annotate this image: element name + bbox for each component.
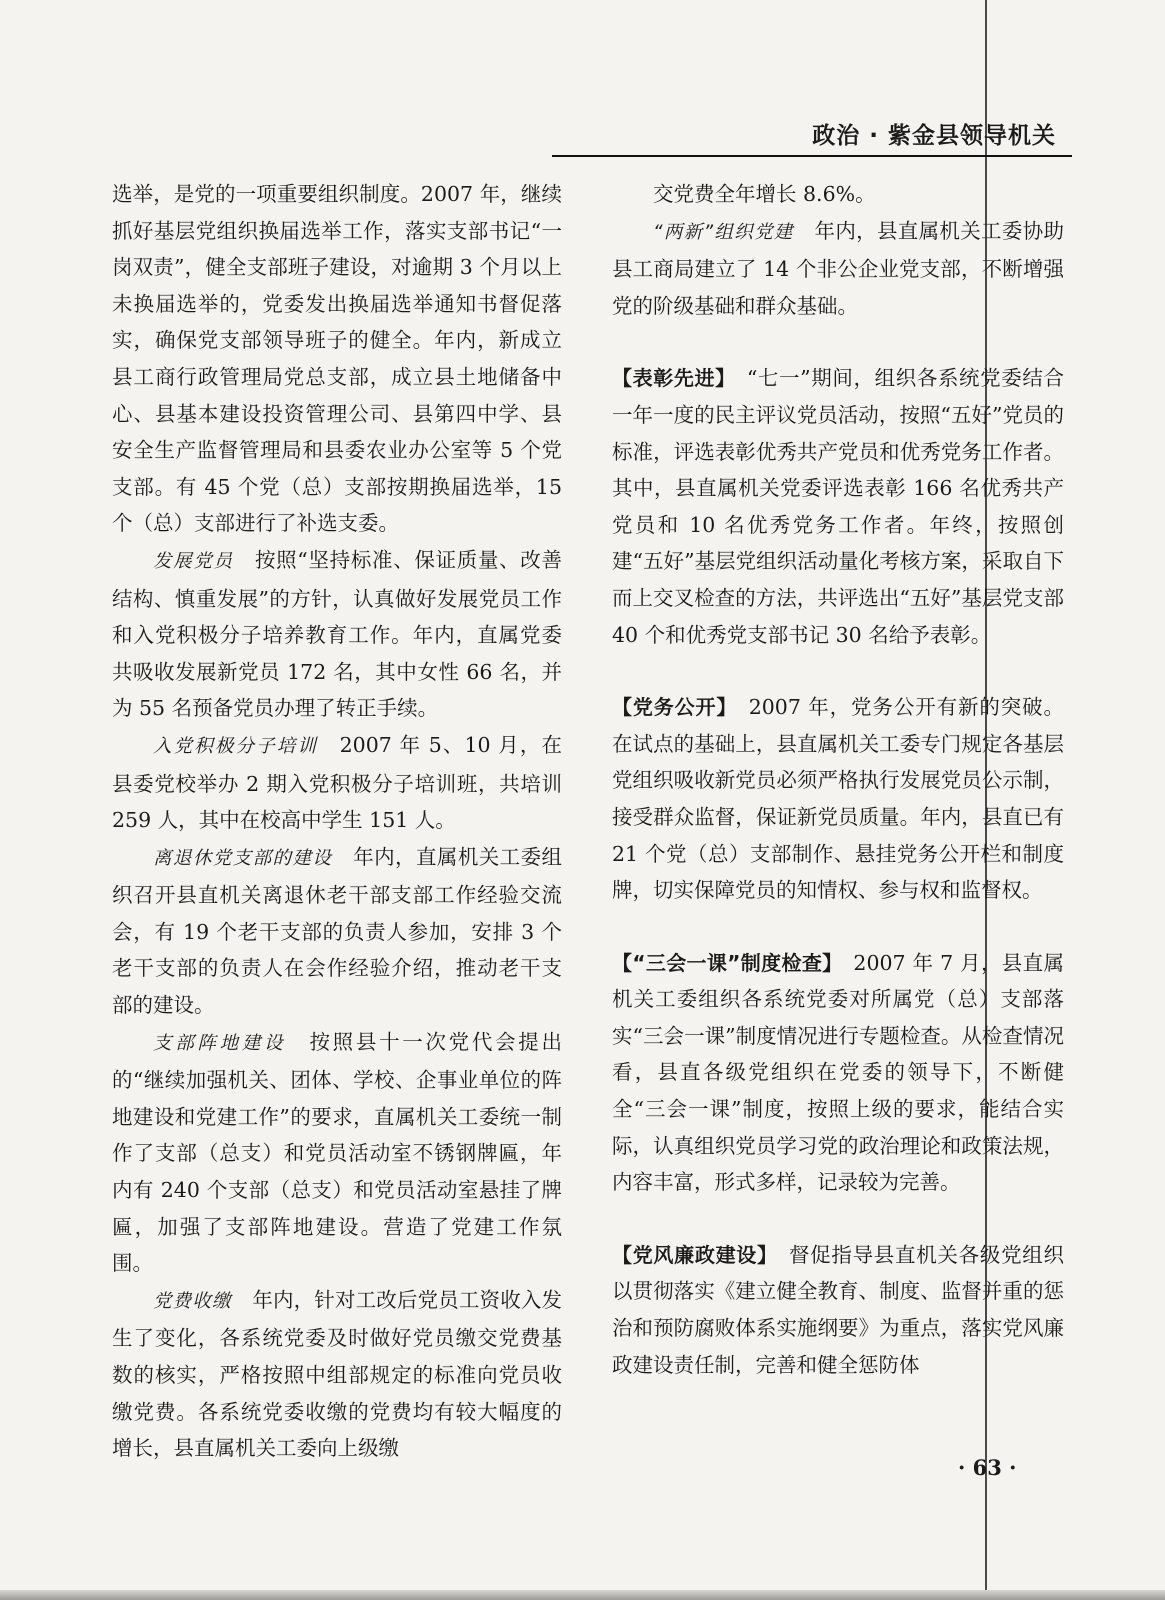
section <box>612 945 1064 1201</box>
section-title: 【“三会一课”制度检查】 <box>612 950 833 975</box>
paragraph <box>112 1024 562 1282</box>
header-title: 政治 · 紫金县领导机关 <box>812 123 1056 149</box>
section <box>612 1237 1064 1383</box>
paragraph-text: 年内，针对工改后党员工资收入发生了变化，各系统党委及时做好党员缴交党费基数的核实，严格按照中组部规定的标准向党员收缴党费。各系统党委收缴的党费均有较大幅度的增长，县直属机关工委向上级缴 <box>112 1287 563 1461</box>
section-text: 督促指导县直机关各级党组织以贯彻落实《建立健全教育、制度、监督并重的惩治和预防腐败体系实施纲要》为重点，落实党风廉政建设责任制，完善和健全惩防体 <box>612 1242 1065 1377</box>
paragraph-text: 年内，直属机关工委组织召开县直机关离退休老干部支部工作经验交流会，有 19 个老干支部的负责人参加，安排 3 个老干支部的负责人在会作经验介绍，推动老干支部的建设。 <box>112 844 563 1018</box>
subsection-title: 党费收缴 <box>153 1290 232 1312</box>
subsection-title: 支部阵地建设 <box>153 1032 287 1054</box>
paragraph: 交党费全年增长 8.6%。 <box>653 182 876 206</box>
subsection-title: 离退休党支部的建设 <box>153 847 333 869</box>
section <box>612 360 1064 653</box>
section-title: 【党风廉政建设】 <box>612 1242 768 1267</box>
section-text: 2007 年 7 月，县直属机关工委组织各系统党委对所属党（总）支部落实“三会一课”制度情况进行专题检查。从检查情况看，县直各级党组织在党委的领导下，不断健全“三会一课”制度，按照上级的要求，能结合实际，认真组织党员学习党的政治理论和政策法规，内容丰富，形式多样，记录较为完善。 <box>612 950 1065 1195</box>
subsection-title: “两新”组织党建 <box>653 221 794 243</box>
paragraph: 选举，是党的一项重要组织制度。2007 年，继续抓好基层党组织换届选举工作，落实支部书记“一岗双责”，健全支部班子建设，对逾期 3 个月以上未换届选举的，党委发出换届选举通知书督促落实，确保党支部领导班子的健全。年内，新成立县工商行政管理局党总支部，成立县土地储备中心、县基本建设投资管理公司、县第四中学、县安全生产监督管理局和县委农业办公室等 5 个党支部。有 45 个党（总）支部按期换届选举，15 个（总）支部进行了补选支委。 <box>112 182 562 536</box>
paragraph <box>612 213 1064 325</box>
right-column <box>612 176 1064 1383</box>
section-text: “七一”期间，组织各系统党委结合一年一度的民主评议党员活动，按照“五好”党员的标准，评选表彰优秀共产党员和优秀党务工作者。其中，县直属机关党委评选表彰 166 名优秀共产党员和 10 名优秀党务工作者。年终，按照创建“五好”基层党组织活动量化考核方案，采取自下而上交叉检查的方法，共评选出“五好”基层党支部 40 个和优秀党支部书记 30 名给予表彰。 <box>612 366 1065 647</box>
left-column <box>112 176 562 1467</box>
paragraph-text: 2007 年 5、10 月，在县委党校举办 2 期入党积极分子培训班，共培训 259 人，其中在校高中学生 151 人。 <box>112 732 562 833</box>
paragraph <box>112 727 562 839</box>
section-title: 【党务公开】 <box>612 695 728 720</box>
paragraph-text: 按照“坚持标准、保证质量、改善结构、慎重发展”的方针，认真做好发展党员工作和入党积极分子培养教育工作。年内，直属党委共吸收发展新党员 172 名，其中女性 66 名，并为 55 名预备党员办理了转正手续。 <box>112 547 562 721</box>
paragraph <box>112 1282 562 1467</box>
subsection-title: 发展党员 <box>153 550 234 572</box>
section <box>612 689 1064 909</box>
paragraph-text: 年内，县直属机关工委协助县工商局建立了 14 个非公企业党支部，不断增强党的阶级基础和群众基础。 <box>612 218 1065 318</box>
running-header <box>552 117 1072 157</box>
scan-edge <box>0 1590 1165 1600</box>
paragraph-text: 按照县十一次党代会提出的“继续加强机关、团体、学校、企事业单位的阵地建设和党建工作”的要求，直属机关工委统一制作了支部（总支）和党员活动室不锈钢牌匾，年内有 240 个支部（总支）和党员活动室悬挂了牌匾，加强了支部阵地建设。营造了党建工作氛围。 <box>112 1029 563 1276</box>
page-number: · 63 · <box>958 1455 1017 1480</box>
paragraph <box>112 839 562 1024</box>
subsection-title: 入党积极分子培训 <box>153 735 319 757</box>
paragraph <box>112 542 562 727</box>
header-rule <box>552 155 1072 157</box>
section-title: 【表彰先进】 <box>612 366 726 391</box>
section-text: 2007 年，党务公开有新的突破。在试点的基础上，县直属机关工委专门规定各基层党组织吸收新党员必须严格执行发展党员公示制，接受群众监督，保证新党员质量。年内，县直已有 21 个党（总）支部制作、悬挂党务公开栏和制度牌，切实保障党员的知情权、参与权和监督权。 <box>612 695 1065 903</box>
